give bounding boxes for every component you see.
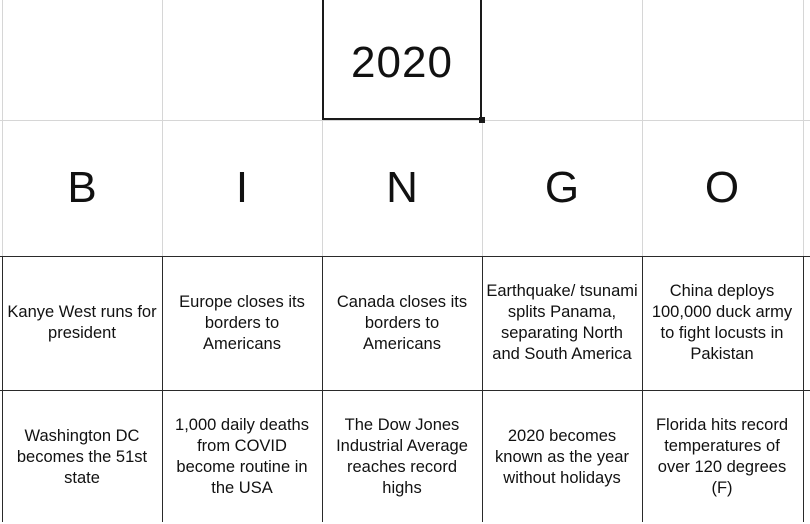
grid-line	[803, 0, 804, 256]
letter-g: G	[544, 163, 580, 212]
bingo-cell: Canada closes its borders to Americans	[336, 292, 468, 353]
bingo-cell: 2020 becomes known as the year without holidays	[495, 426, 629, 487]
letter-b: B	[67, 163, 97, 212]
grid-line	[0, 120, 810, 121]
bingo-cell: China deploys 100,000 duck army to fight locusts in Pakistan	[651, 282, 793, 363]
bingo-cell: Washington DC becomes the 51st state	[16, 426, 148, 487]
year-title-box	[322, 0, 482, 120]
bingo-cell: Florida hits record temperatures of over 120 degrees (F)	[655, 416, 789, 497]
bingo-cell: Europe closes its borders to Americans	[179, 292, 305, 353]
bingo-cell: Kanye West runs for president	[7, 303, 157, 342]
bingo-cell: Earthquake/ tsunami splits Panama, separating North and South America	[486, 282, 638, 363]
letter-n: N	[386, 163, 418, 212]
year-title: 2020	[351, 38, 453, 87]
bingo-cell: 1,000 daily deaths from COVID become routine in the USA	[175, 416, 309, 497]
letter-o: O	[704, 163, 740, 212]
grid-line	[803, 256, 804, 522]
letter-i: I	[235, 163, 249, 212]
bingo-cell: The Dow Jones Industrial Average reaches record highs	[336, 416, 468, 497]
